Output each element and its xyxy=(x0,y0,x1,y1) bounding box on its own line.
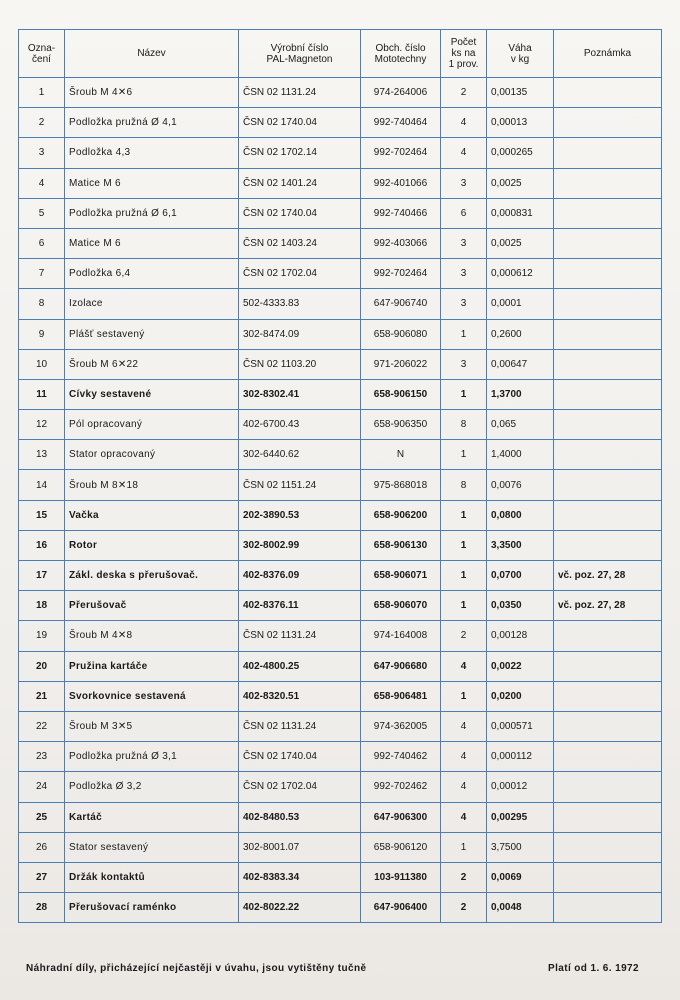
cell-name: Šroub M 6✕22 xyxy=(65,349,239,379)
cell-number: 19 xyxy=(19,621,65,651)
table-row xyxy=(19,259,662,289)
cell-name: Zákl. deska s přerušovač. xyxy=(65,561,239,591)
cell-name: Svorkovnice sestavená xyxy=(65,681,239,711)
cell-weight: 3,7500 xyxy=(487,832,554,862)
cell-pal-magneton: ČSN 02 1131.24 xyxy=(239,621,361,651)
cell-mototechna: 992-740462 xyxy=(361,742,441,772)
cell-number: 26 xyxy=(19,832,65,862)
cell-number: 12 xyxy=(19,410,65,440)
cell-note: vč. poz. 27, 28 xyxy=(554,561,662,591)
cell-pal-magneton: 402-8022.22 xyxy=(239,893,361,923)
cell-quantity: 8 xyxy=(441,470,487,500)
header-no: Ozna- čení xyxy=(19,30,65,78)
cell-weight: 0,00012 xyxy=(487,772,554,802)
cell-number: 23 xyxy=(19,742,65,772)
cell-mototechna: 992-702464 xyxy=(361,138,441,168)
cell-note xyxy=(554,138,662,168)
cell-mototechna: 974-264006 xyxy=(361,78,441,108)
cell-quantity: 1 xyxy=(441,530,487,560)
cell-number: 25 xyxy=(19,802,65,832)
cell-pal-magneton: ČSN 02 1702.04 xyxy=(239,259,361,289)
cell-note xyxy=(554,198,662,228)
table-row xyxy=(19,893,662,923)
cell-name: Přerušovací raménko xyxy=(65,893,239,923)
cell-mototechna: 658-906080 xyxy=(361,319,441,349)
cell-mototechna: 658-906120 xyxy=(361,832,441,862)
cell-name: Rotor xyxy=(65,530,239,560)
cell-note xyxy=(554,319,662,349)
table-row xyxy=(19,228,662,258)
cell-pal-magneton: 402-8376.11 xyxy=(239,591,361,621)
cell-quantity: 2 xyxy=(441,893,487,923)
header-moto: Obch. číslo Mototechny xyxy=(361,30,441,78)
cell-mototechna: 974-362005 xyxy=(361,711,441,741)
cell-name: Plášť sestavený xyxy=(65,319,239,349)
table-row xyxy=(19,138,662,168)
cell-note xyxy=(554,78,662,108)
cell-quantity: 1 xyxy=(441,681,487,711)
cell-weight: 0,0200 xyxy=(487,681,554,711)
cell-name: Podložka pružná Ø 6,1 xyxy=(65,198,239,228)
cell-pal-magneton: 302-8302.41 xyxy=(239,379,361,409)
cell-mototechna: 974-164008 xyxy=(361,621,441,651)
cell-mototechna: 992-740466 xyxy=(361,198,441,228)
cell-mototechna: 658-906150 xyxy=(361,379,441,409)
table-row xyxy=(19,410,662,440)
cell-pal-magneton: 302-8001.07 xyxy=(239,832,361,862)
cell-note xyxy=(554,500,662,530)
cell-name: Podložka pružná Ø 4,1 xyxy=(65,108,239,138)
cell-note xyxy=(554,259,662,289)
cell-quantity: 1 xyxy=(441,832,487,862)
table-row xyxy=(19,530,662,560)
cell-weight: 0,00647 xyxy=(487,349,554,379)
cell-pal-magneton: ČSN 02 1131.24 xyxy=(239,78,361,108)
cell-note xyxy=(554,410,662,440)
cell-weight: 0,0001 xyxy=(487,289,554,319)
table-row xyxy=(19,319,662,349)
table-row xyxy=(19,500,662,530)
cell-weight: 0,0025 xyxy=(487,228,554,258)
header-name: Název xyxy=(65,30,239,78)
cell-weight: 0,0025 xyxy=(487,168,554,198)
cell-note xyxy=(554,621,662,651)
cell-pal-magneton: ČSN 02 1131.24 xyxy=(239,711,361,741)
cell-quantity: 4 xyxy=(441,138,487,168)
cell-name: Držák kontaktů xyxy=(65,862,239,892)
cell-mototechna: N xyxy=(361,440,441,470)
cell-weight: 0,000831 xyxy=(487,198,554,228)
cell-mototechna: 992-740464 xyxy=(361,108,441,138)
cell-note xyxy=(554,742,662,772)
cell-quantity: 2 xyxy=(441,78,487,108)
table-row xyxy=(19,742,662,772)
cell-note xyxy=(554,530,662,560)
cell-weight: 1,3700 xyxy=(487,379,554,409)
cell-mototechna: 658-906200 xyxy=(361,500,441,530)
cell-mototechna: 103-911380 xyxy=(361,862,441,892)
cell-pal-magneton: ČSN 02 1151.24 xyxy=(239,470,361,500)
cell-number: 17 xyxy=(19,561,65,591)
cell-quantity: 8 xyxy=(441,410,487,440)
table-row xyxy=(19,832,662,862)
cell-mototechna: 658-906070 xyxy=(361,591,441,621)
cell-note xyxy=(554,651,662,681)
cell-mototechna: 992-702464 xyxy=(361,259,441,289)
table-row xyxy=(19,772,662,802)
cell-number: 22 xyxy=(19,711,65,741)
cell-number: 14 xyxy=(19,470,65,500)
cell-weight: 0,0350 xyxy=(487,591,554,621)
cell-note xyxy=(554,802,662,832)
cell-number: 18 xyxy=(19,591,65,621)
cell-mototechna: 647-906400 xyxy=(361,893,441,923)
cell-name: Stator opracovaný xyxy=(65,440,239,470)
cell-name: Pružina kartáče xyxy=(65,651,239,681)
cell-note xyxy=(554,711,662,741)
cell-number: 21 xyxy=(19,681,65,711)
table-row xyxy=(19,802,662,832)
cell-quantity: 1 xyxy=(441,379,487,409)
cell-number: 15 xyxy=(19,500,65,530)
cell-mototechna: 658-906481 xyxy=(361,681,441,711)
cell-pal-magneton: 402-8383.34 xyxy=(239,862,361,892)
cell-number: 8 xyxy=(19,289,65,319)
cell-number: 11 xyxy=(19,379,65,409)
cell-number: 13 xyxy=(19,440,65,470)
cell-mototechna: 992-702462 xyxy=(361,772,441,802)
cell-weight: 0,0069 xyxy=(487,862,554,892)
cell-quantity: 2 xyxy=(441,862,487,892)
cell-number: 6 xyxy=(19,228,65,258)
cell-name: Šroub M 3✕5 xyxy=(65,711,239,741)
cell-name: Matice M 6 xyxy=(65,168,239,198)
cell-weight: 0,00013 xyxy=(487,108,554,138)
cell-weight: 0,000571 xyxy=(487,711,554,741)
cell-note xyxy=(554,168,662,198)
cell-mototechna: 647-906740 xyxy=(361,289,441,319)
cell-pal-magneton: 202-3890.53 xyxy=(239,500,361,530)
cell-number: 20 xyxy=(19,651,65,681)
cell-name: Cívky sestavené xyxy=(65,379,239,409)
cell-name: Matice M 6 xyxy=(65,228,239,258)
parts-table xyxy=(18,29,662,923)
cell-note: vč. poz. 27, 28 xyxy=(554,591,662,621)
cell-weight: 0,000265 xyxy=(487,138,554,168)
footer-valid-from: Platí od 1. 6. 1972 xyxy=(548,963,639,974)
cell-mototechna: 992-403066 xyxy=(361,228,441,258)
header-weight: Váha v kg xyxy=(487,30,554,78)
cell-quantity: 3 xyxy=(441,259,487,289)
cell-pal-magneton: ČSN 02 1740.04 xyxy=(239,108,361,138)
cell-note xyxy=(554,893,662,923)
table-row xyxy=(19,379,662,409)
cell-pal-magneton: 402-8376.09 xyxy=(239,561,361,591)
cell-name: Podložka 4,3 xyxy=(65,138,239,168)
cell-pal-magneton: 402-8320.51 xyxy=(239,681,361,711)
cell-number: 3 xyxy=(19,138,65,168)
cell-number: 4 xyxy=(19,168,65,198)
cell-quantity: 1 xyxy=(441,440,487,470)
cell-weight: 0,000112 xyxy=(487,742,554,772)
cell-quantity: 2 xyxy=(441,621,487,651)
cell-number: 16 xyxy=(19,530,65,560)
table-row xyxy=(19,591,662,621)
cell-mototechna: 992-401066 xyxy=(361,168,441,198)
cell-mototechna: 647-906300 xyxy=(361,802,441,832)
cell-number: 5 xyxy=(19,198,65,228)
cell-number: 2 xyxy=(19,108,65,138)
cell-weight: 0,2600 xyxy=(487,319,554,349)
cell-note xyxy=(554,289,662,319)
cell-quantity: 3 xyxy=(441,349,487,379)
cell-note xyxy=(554,832,662,862)
cell-weight: 0,00135 xyxy=(487,78,554,108)
cell-weight: 1,4000 xyxy=(487,440,554,470)
cell-pal-magneton: ČSN 02 1103.20 xyxy=(239,349,361,379)
cell-note xyxy=(554,681,662,711)
cell-number: 27 xyxy=(19,862,65,892)
cell-note xyxy=(554,862,662,892)
table-row xyxy=(19,862,662,892)
table-row xyxy=(19,168,662,198)
cell-weight: 0,0048 xyxy=(487,893,554,923)
cell-quantity: 1 xyxy=(441,500,487,530)
cell-name: Vačka xyxy=(65,500,239,530)
cell-mototechna: 658-906350 xyxy=(361,410,441,440)
cell-number: 7 xyxy=(19,259,65,289)
cell-pal-magneton: 402-8480.53 xyxy=(239,802,361,832)
table-row xyxy=(19,681,662,711)
cell-pal-magneton: ČSN 02 1702.04 xyxy=(239,772,361,802)
cell-name: Kartáč xyxy=(65,802,239,832)
table-row xyxy=(19,78,662,108)
cell-mototechna: 971-206022 xyxy=(361,349,441,379)
cell-pal-magneton: ČSN 02 1401.24 xyxy=(239,168,361,198)
cell-name: Šroub M 4✕6 xyxy=(65,78,239,108)
cell-weight: 0,065 xyxy=(487,410,554,440)
table-row xyxy=(19,289,662,319)
cell-weight: 0,000612 xyxy=(487,259,554,289)
cell-quantity: 1 xyxy=(441,591,487,621)
cell-quantity: 3 xyxy=(441,168,487,198)
cell-pal-magneton: ČSN 02 1702.14 xyxy=(239,138,361,168)
header-pal: Výrobní číslo PAL-Magneton xyxy=(239,30,361,78)
cell-note xyxy=(554,108,662,138)
table-row xyxy=(19,621,662,651)
cell-quantity: 4 xyxy=(441,772,487,802)
cell-note xyxy=(554,772,662,802)
cell-mototechna: 658-906071 xyxy=(361,561,441,591)
cell-mototechna: 647-906680 xyxy=(361,651,441,681)
cell-mototechna: 658-906130 xyxy=(361,530,441,560)
cell-name: Podložka pružná Ø 3,1 xyxy=(65,742,239,772)
cell-name: Pól opracovaný xyxy=(65,410,239,440)
cell-number: 28 xyxy=(19,893,65,923)
table-row xyxy=(19,349,662,379)
cell-pal-magneton: ČSN 02 1403.24 xyxy=(239,228,361,258)
cell-quantity: 1 xyxy=(441,319,487,349)
cell-pal-magneton: 302-8002.99 xyxy=(239,530,361,560)
header-qty: Počet ks na 1 prov. xyxy=(441,30,487,78)
cell-name: Podložka 6,4 xyxy=(65,259,239,289)
cell-name: Stator sestavený xyxy=(65,832,239,862)
cell-number: 24 xyxy=(19,772,65,802)
cell-quantity: 3 xyxy=(441,289,487,319)
cell-weight: 0,00128 xyxy=(487,621,554,651)
cell-name: Podložka Ø 3,2 xyxy=(65,772,239,802)
table-row xyxy=(19,711,662,741)
cell-number: 1 xyxy=(19,78,65,108)
cell-name: Izolace xyxy=(65,289,239,319)
cell-quantity: 4 xyxy=(441,108,487,138)
cell-weight: 0,0700 xyxy=(487,561,554,591)
cell-number: 9 xyxy=(19,319,65,349)
cell-note xyxy=(554,349,662,379)
cell-mototechna: 975-868018 xyxy=(361,470,441,500)
cell-quantity: 4 xyxy=(441,711,487,741)
cell-number: 10 xyxy=(19,349,65,379)
cell-pal-magneton: ČSN 02 1740.04 xyxy=(239,742,361,772)
parts-table-body xyxy=(19,78,662,923)
cell-pal-magneton: 302-8474.09 xyxy=(239,319,361,349)
cell-quantity: 4 xyxy=(441,742,487,772)
footer-note: Náhradní díly, přicházející nejčastěji v úvahu, jsou vytištěny tučně xyxy=(26,963,367,974)
cell-pal-magneton: 502-4333.83 xyxy=(239,289,361,319)
cell-weight: 0,00295 xyxy=(487,802,554,832)
cell-note xyxy=(554,440,662,470)
cell-name: Šroub M 4✕8 xyxy=(65,621,239,651)
cell-pal-magneton: 302-6440.62 xyxy=(239,440,361,470)
cell-weight: 0,0022 xyxy=(487,651,554,681)
cell-quantity: 3 xyxy=(441,228,487,258)
cell-name: Přerušovač xyxy=(65,591,239,621)
cell-pal-magneton: 402-4800.25 xyxy=(239,651,361,681)
table-row xyxy=(19,651,662,681)
header-note: Poznámka xyxy=(554,30,662,78)
table-row xyxy=(19,470,662,500)
cell-quantity: 4 xyxy=(441,651,487,681)
table-row xyxy=(19,198,662,228)
cell-pal-magneton: ČSN 02 1740.04 xyxy=(239,198,361,228)
cell-pal-magneton: 402-6700.43 xyxy=(239,410,361,440)
cell-quantity: 4 xyxy=(441,802,487,832)
cell-quantity: 1 xyxy=(441,561,487,591)
cell-name: Šroub M 8✕18 xyxy=(65,470,239,500)
table-row xyxy=(19,440,662,470)
cell-weight: 0,0076 xyxy=(487,470,554,500)
cell-note xyxy=(554,379,662,409)
cell-quantity: 6 xyxy=(441,198,487,228)
header-row xyxy=(19,30,662,78)
cell-weight: 3,3500 xyxy=(487,530,554,560)
table-row xyxy=(19,108,662,138)
table-row xyxy=(19,561,662,591)
cell-weight: 0,0800 xyxy=(487,500,554,530)
cell-note xyxy=(554,470,662,500)
cell-note xyxy=(554,228,662,258)
